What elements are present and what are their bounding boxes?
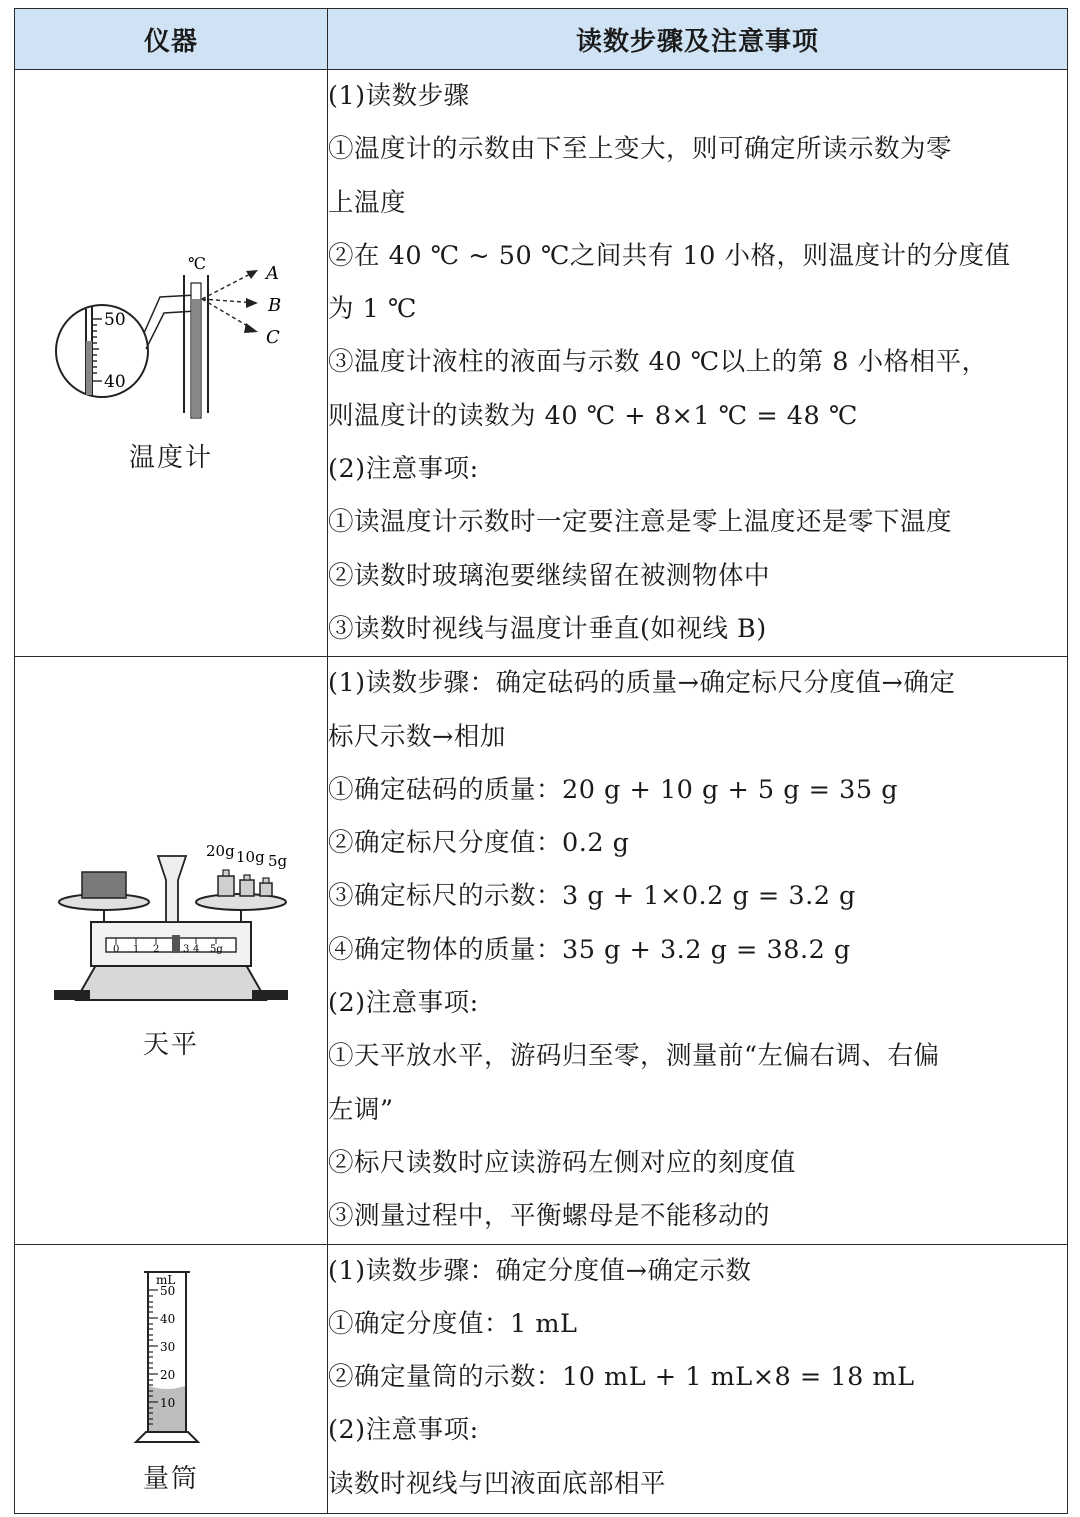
weight-label-10g: 10g	[236, 847, 265, 866]
text-line: ①确定砝码的质量：20 g + 10 g + 5 g = 35 g	[328, 774, 899, 805]
scale-tick-1: 1	[133, 943, 140, 955]
table-row-cylinder	[15, 1244, 1068, 1513]
text-line: ②确定量筒的示数：10 mL + 1 mL×8 = 18 mL	[328, 1362, 915, 1393]
text-line: ②确定标尺分度值：0.2 g	[328, 828, 630, 859]
steps-cell-balance	[328, 657, 1068, 1244]
thermo-unit-label: ℃	[188, 253, 206, 273]
text-line: ①确定分度值：1 mL	[328, 1308, 578, 1339]
scale-tick-2: 2	[153, 943, 160, 955]
text-line: 上温度	[328, 187, 407, 218]
weight-label-20g: 20g	[206, 841, 235, 860]
text-line: 左调”	[328, 1094, 394, 1125]
text-line: ③温度计液柱的液面与示数 40 ℃以上的第 8 小格相平，	[328, 347, 988, 378]
text-line: ①天平放水平，游码归至零，测量前“左偏右调、右偏	[328, 1041, 940, 1072]
cylinder-tick-10: 10	[160, 1396, 176, 1411]
text-line: (2)注意事项:	[328, 1415, 479, 1446]
cylinder-unit-label: mL	[156, 1273, 176, 1288]
header-row	[15, 9, 1068, 70]
text-line: ③测量过程中，平衡螺母是不能移动的	[328, 1201, 771, 1232]
text-line: ②标尺读数时应读游码左侧对应的刻度值	[328, 1147, 797, 1178]
thermometer-figure	[46, 253, 296, 423]
scale-tick-5g: 5g	[210, 943, 223, 955]
thermo-tick-50: 50	[104, 309, 126, 330]
cylinder-tick-30: 30	[160, 1340, 176, 1355]
text-line: (1)读数步骤：确定砝码的质量→确定标尺分度值→确定	[328, 668, 956, 699]
instrument-cell-balance	[15, 657, 328, 1244]
text-line: ④确定物体的质量：35 g + 3.2 g = 38.2 g	[328, 934, 851, 965]
table-row-thermometer	[15, 70, 1068, 657]
instrument-cell-cylinder	[15, 1244, 328, 1513]
instrument-name-balance: 天平	[142, 1029, 199, 1060]
scale-tick-4: 4	[193, 943, 200, 955]
text-line: ③确定标尺的示数：3 g + 1×0.2 g = 3.2 g	[328, 881, 856, 912]
weight-label-5g: 5g	[268, 851, 288, 870]
header-instrument: 仪器	[15, 9, 328, 70]
text-line: ②读数时玻璃泡要继续留在被测物体中	[328, 560, 771, 591]
steps-cell-thermometer	[328, 70, 1068, 657]
cylinder-figure	[126, 1262, 216, 1450]
instrument-cell-thermometer	[15, 70, 328, 657]
sight-label-a: A	[266, 262, 279, 284]
text-line: (2)注意事项:	[328, 988, 479, 1019]
text-line: 读数时视线与凹液面底部相平	[328, 1468, 667, 1499]
text-line: (1)读数步骤：确定分度值→确定示数	[328, 1255, 752, 1286]
text-line: 为 1 ℃	[328, 294, 417, 325]
instrument-table	[14, 8, 1068, 1514]
instrument-name-thermometer: 温度计	[128, 442, 213, 473]
steps-cell-cylinder	[328, 1244, 1068, 1513]
table-row-balance	[15, 657, 1068, 1244]
thermo-tick-40: 40	[104, 371, 126, 392]
text-line: (2)注意事项:	[328, 454, 479, 485]
scale-tick-0: 0	[113, 943, 120, 955]
text-line: ③读数时视线与温度计垂直(如视线 B)	[328, 613, 767, 644]
cylinder-tick-40: 40	[160, 1312, 176, 1327]
text-line: 标尺示数→相加	[328, 721, 506, 752]
text-line: (1)读数步骤	[328, 81, 470, 111]
sight-label-c: C	[266, 326, 280, 348]
instrument-name-cylinder: 量筒	[142, 1464, 199, 1495]
scale-tick-3: 3	[183, 943, 190, 955]
text-line: ①温度计的示数由下至上变大，则可确定所读示数为零	[328, 134, 953, 165]
header-steps: 读数步骤及注意事项	[328, 9, 1068, 70]
balance-figure	[46, 840, 296, 1010]
sight-label-b: B	[268, 294, 282, 316]
cylinder-tick-20: 20	[160, 1368, 176, 1383]
text-line: ②在 40 ℃ ~ 50 ℃之间共有 10 小格，则温度计的分度值	[328, 240, 1011, 271]
text-line: ①读温度计示数时一定要注意是零上温度还是零下温度	[328, 507, 953, 538]
text-line: 则温度计的读数为 40 ℃ + 8×1 ℃ = 48 ℃	[328, 400, 858, 431]
cylinder-tick-50: 50	[160, 1284, 176, 1299]
